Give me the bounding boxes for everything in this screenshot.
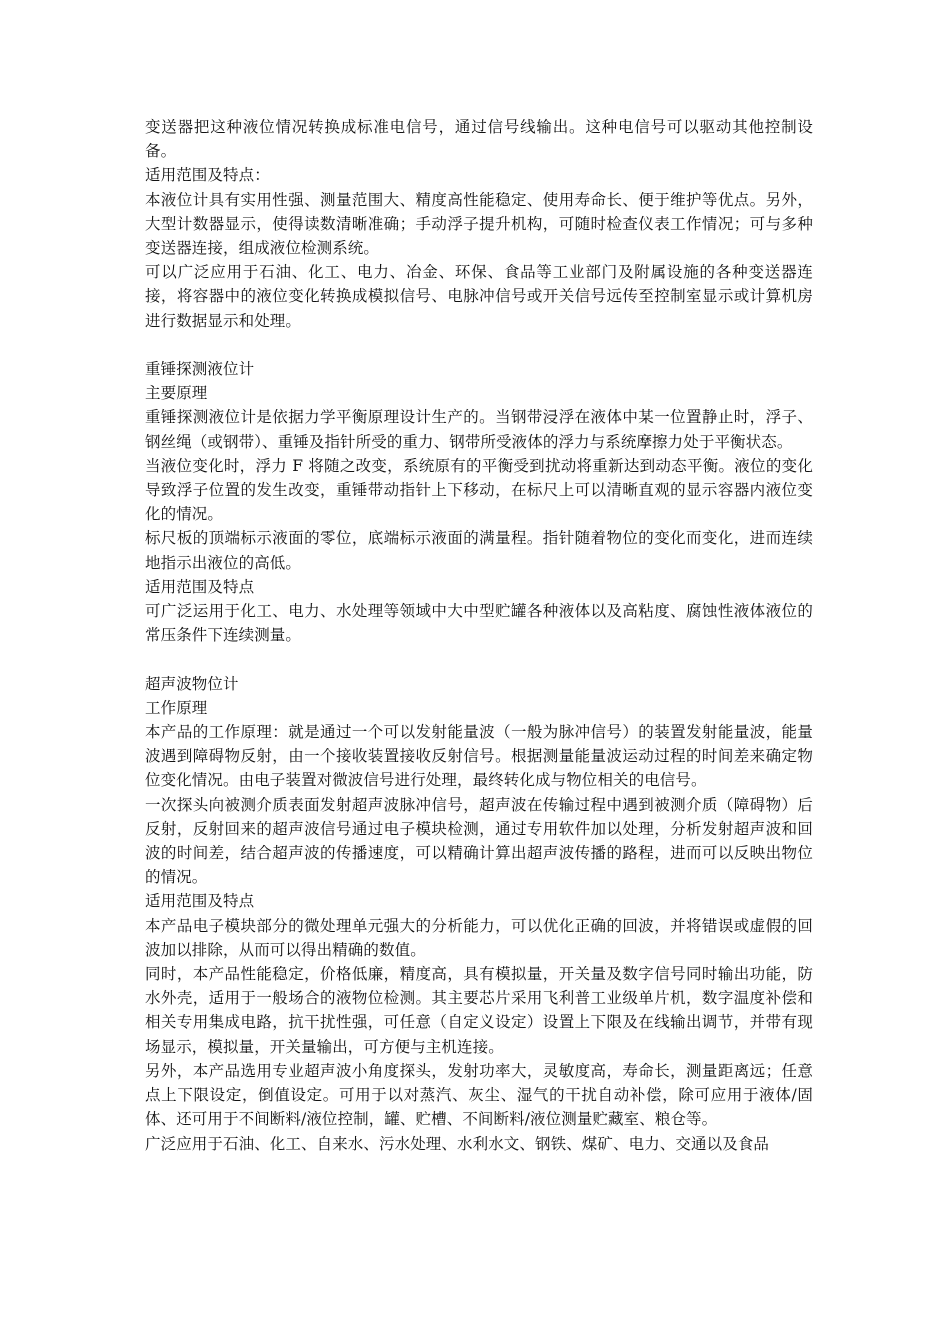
heading-working-principle: 工作原理 bbox=[145, 698, 208, 717]
paragraph-advantages: 本液位计具有实用性强、测量范围大、精度高性能稳定、使用寿命长、便于维护等优点。另外，大型计数器显示，使得读数清晰准确；手动浮子提升机构，可随时检查仪表工作情况；可与多种变送器连接，组成液位检测系统。 bbox=[145, 190, 813, 258]
heading-main-principle: 主要原理 bbox=[145, 384, 208, 403]
paragraph-working-principle-1: 本产品的工作原理：就是通过一个可以发射能量波（一般为脉冲信号）的装置发射能量波，能量波遇到障碍物反射，由一个接收装置接收反射信号。根据测量能量波运动过程的时间差来确定物位变化情况。由电子装置对微波信号进行处理，最终转化成与物位相关的电信号。 bbox=[145, 723, 813, 790]
section-title-heavy-hammer: 重锤探测液位计 bbox=[145, 360, 255, 379]
paragraph-probe: 另外，本产品选用专业超声波小角度探头，发射功率大，灵敏度高，寿命长，测量距离远；任意点上下限设定，倒值设定。可用于以对蒸汽、灰尘、湿气的干扰自动补偿，除可应用于液体/固体、还可用于不间断料/液位控制，罐、贮槽、不间断料/液位测量贮藏室、粮仓等。 bbox=[145, 1061, 813, 1129]
paragraph-applications-2: 可广泛运用于化工、电力、水处理等领域中大中型贮罐各种液体以及高粘度、腐蚀性液体液位的常压条件下连续测量。 bbox=[145, 602, 813, 645]
paragraph-applications-1: 可以广泛应用于石油、化工、电力、冶金、环保、食品等工业部门及附属设施的各种变送器连接，将容器中的液位变化转换成模拟信号、电脉冲信号或开关信号远传至控制室显示或计算机房进行数据显示和处理。 bbox=[145, 263, 813, 330]
paragraph-principle-2: 当液位变化时，浮力 F 将随之改变，系统原有的平衡受到扰动将重新达到动态平衡。液位的变化导致浮子位置的发生改变，重锤带动指针上下移动，在标尺上可以清晰直观的显示容器内液位变化的情况。 bbox=[145, 456, 813, 524]
blank-line bbox=[145, 647, 813, 671]
heading-scope-features-2: 适用范围及特点 bbox=[145, 577, 255, 596]
paragraph-working-principle-2: 一次探头向被测介质表面发射超声波脉冲信号，超声波在传输过程中遇到被测介质（障碍物）后反射，反射回来的超声波信号通过电子模块检测，通过专用软件加以处理，分析发射超声波和回波的时间差，结合超声波的传播速度，可以精确计算出超声波传播的路程，进而可以反映出物位的情况。 bbox=[145, 795, 813, 887]
paragraph-applications-3: 广泛应用于石油、化工、自来水、污水处理、水利水文、钢铁、煤矿、电力、交通以及食品 bbox=[145, 1134, 770, 1153]
section-title-ultrasonic: 超声波物位计 bbox=[145, 674, 239, 693]
paragraph-transmitter-output: 变送器把这种液位情况转换成标准电信号，通过信号线输出。这种电信号可以驱动其他控制设备。 bbox=[145, 118, 813, 161]
blank-line bbox=[145, 333, 813, 357]
paragraph-performance: 同时，本产品性能稳定，价格低廉，精度高，具有模拟量，开关量及数字信号同时输出功能，防水外壳，适用于一般场合的液物位检测。其主要芯片采用飞利普工业级单片机，数字温度补偿和相关专用集成电路，抗干扰性强，可任意（自定义设定）设置上下限及在线输出调节，并带有现场显示，模拟量，开关量输出，可方便与主机连接。 bbox=[145, 965, 813, 1056]
document-body bbox=[145, 115, 813, 1156]
heading-scope-features-3: 适用范围及特点 bbox=[145, 892, 255, 911]
paragraph-principle-1: 重锤探测液位计是依据力学平衡原理设计生产的。当钢带浸浮在液体中某一位置静止时，浮子、钢丝绳（或钢带）、重锤及指针所受的重力、钢带所受液体的浮力与系统摩擦力处于平衡状态。 bbox=[145, 408, 813, 451]
paragraph-scale-board: 标尺板的顶端标示液面的零位，底端标示液面的满量程。指针随着物位的变化而变化，进而连续地指示出液位的高低。 bbox=[145, 529, 813, 572]
paragraph-microprocessor: 本产品电子模块部分的微处理单元强大的分析能力，可以优化正确的回波，并将错误或虚假的回波加以排除，从而可以得出精确的数值。 bbox=[145, 916, 813, 959]
heading-scope-features-1: 适用范围及特点： bbox=[145, 166, 270, 185]
